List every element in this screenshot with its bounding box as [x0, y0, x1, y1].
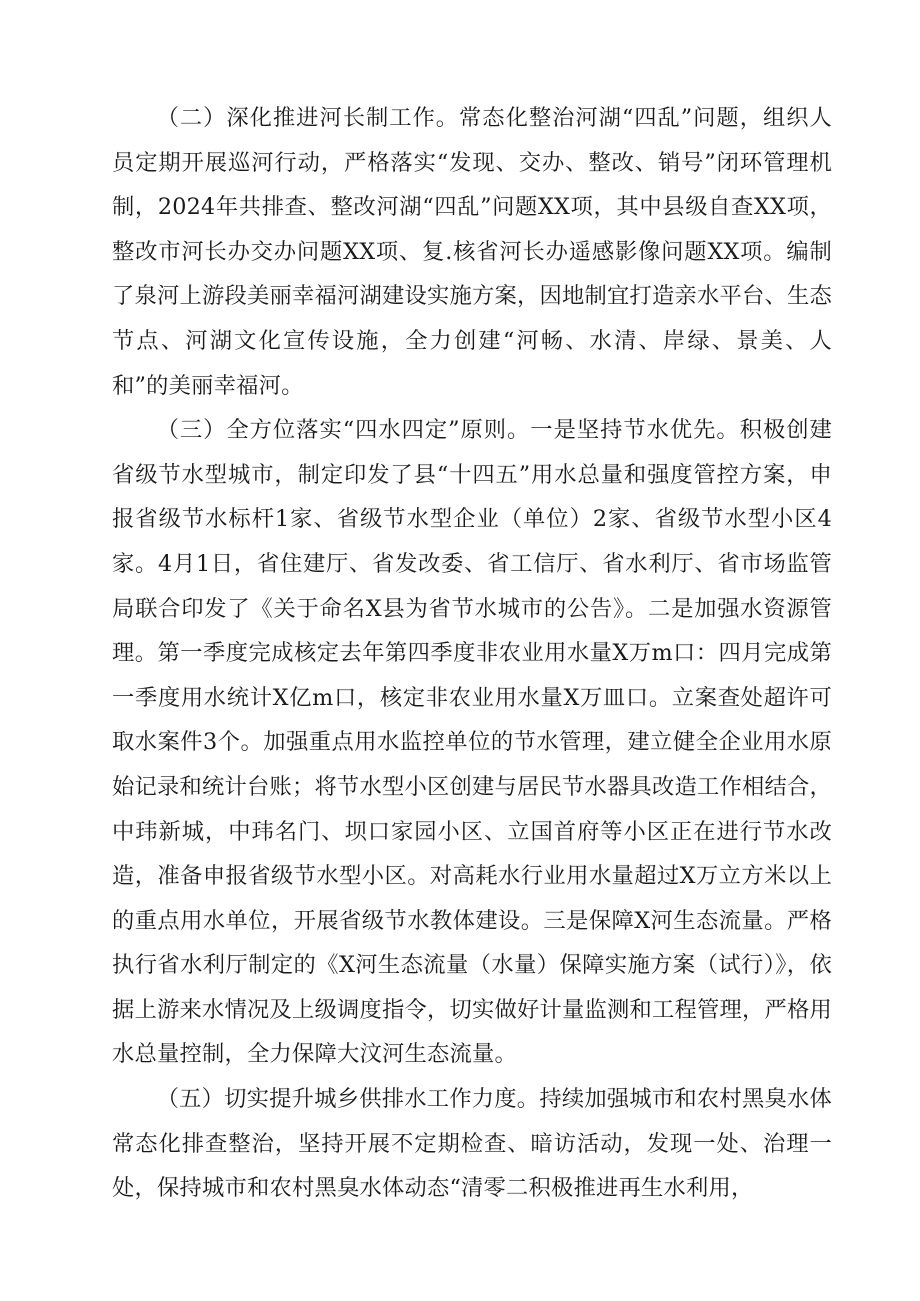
paragraph-water-supply: （五）切实提升城乡供排水工作力度。持续加强城市和农村黑臭水体常态化排查整治，坚持开展不定期检查、暗访活动，发现一处、治理一处，保持城市和农村黑臭水体动态“清零二积极推进再生水利用， — [112, 1086, 832, 1202]
document-body — [112, 96, 832, 1211]
paragraph-river-chief: （二）深化推进河长制工作。常态化整治河湖“四乱”问题，组织人员定期开展巡河行动，严格落实“发现、交办、整改、销号”闭环管理机制，2024年共排查、整改河湖“四乱”问题XX项，其中县级自查XX项，整改市河长办交办问题XX项、复.核省河长办遥感影像问题XX项。编制了泉河上游段美丽幸福河湖建设实施方案，因地制宜打造亲水平台、生态节点、河湖文化宣传设施，全力创建“河畅、水清、岸绿、景美、人和”的美丽幸福河。 — [112, 105, 832, 399]
paragraph-four-water: （三）全方位落实“四水四定”原则。一是坚持节水优先。积极创建省级节水型城市，制定印发了县“十四五”用水总量和强度管控方案，申报省级节水标杆1家、省级节水型企业（单位）2家、省级节水型小区4家。4月1日，省住建厅、省发改委、省工信厅、省水利厅、省市场监管局联合印发了《关于命名X县为省节水城市的公告》。二是加强水资源管理。第一季度完成核定去年第四季度非农业用水量X万m口：四月完成第一季度用水统计X亿m口，核定非农业用水量X万皿口。立案查处超许可取水案件3个。加强重点用水监控单位的节水管理，建立健全企业用水原始记录和统计台账；将节水型小区创建与居民节水器具改造工作相结合，中玮新城，中玮名门、坝口家园小区、立国首府等小区正在进行节水改造，准备申报省级节水型小区。对高耗水行业用水量超过X万立方米以上的重点用水单位，开展省级节水教体建设。三是保障X河生态流量。严格执行省水利厅制定的《X河生态流量（水量）保障实施方案（试行）》，依据上游来水情况及上级调度指令，切实做好计量监测和工程管理，严格用水总量控制，全力保障大汶河生态流量。 — [112, 417, 832, 1068]
